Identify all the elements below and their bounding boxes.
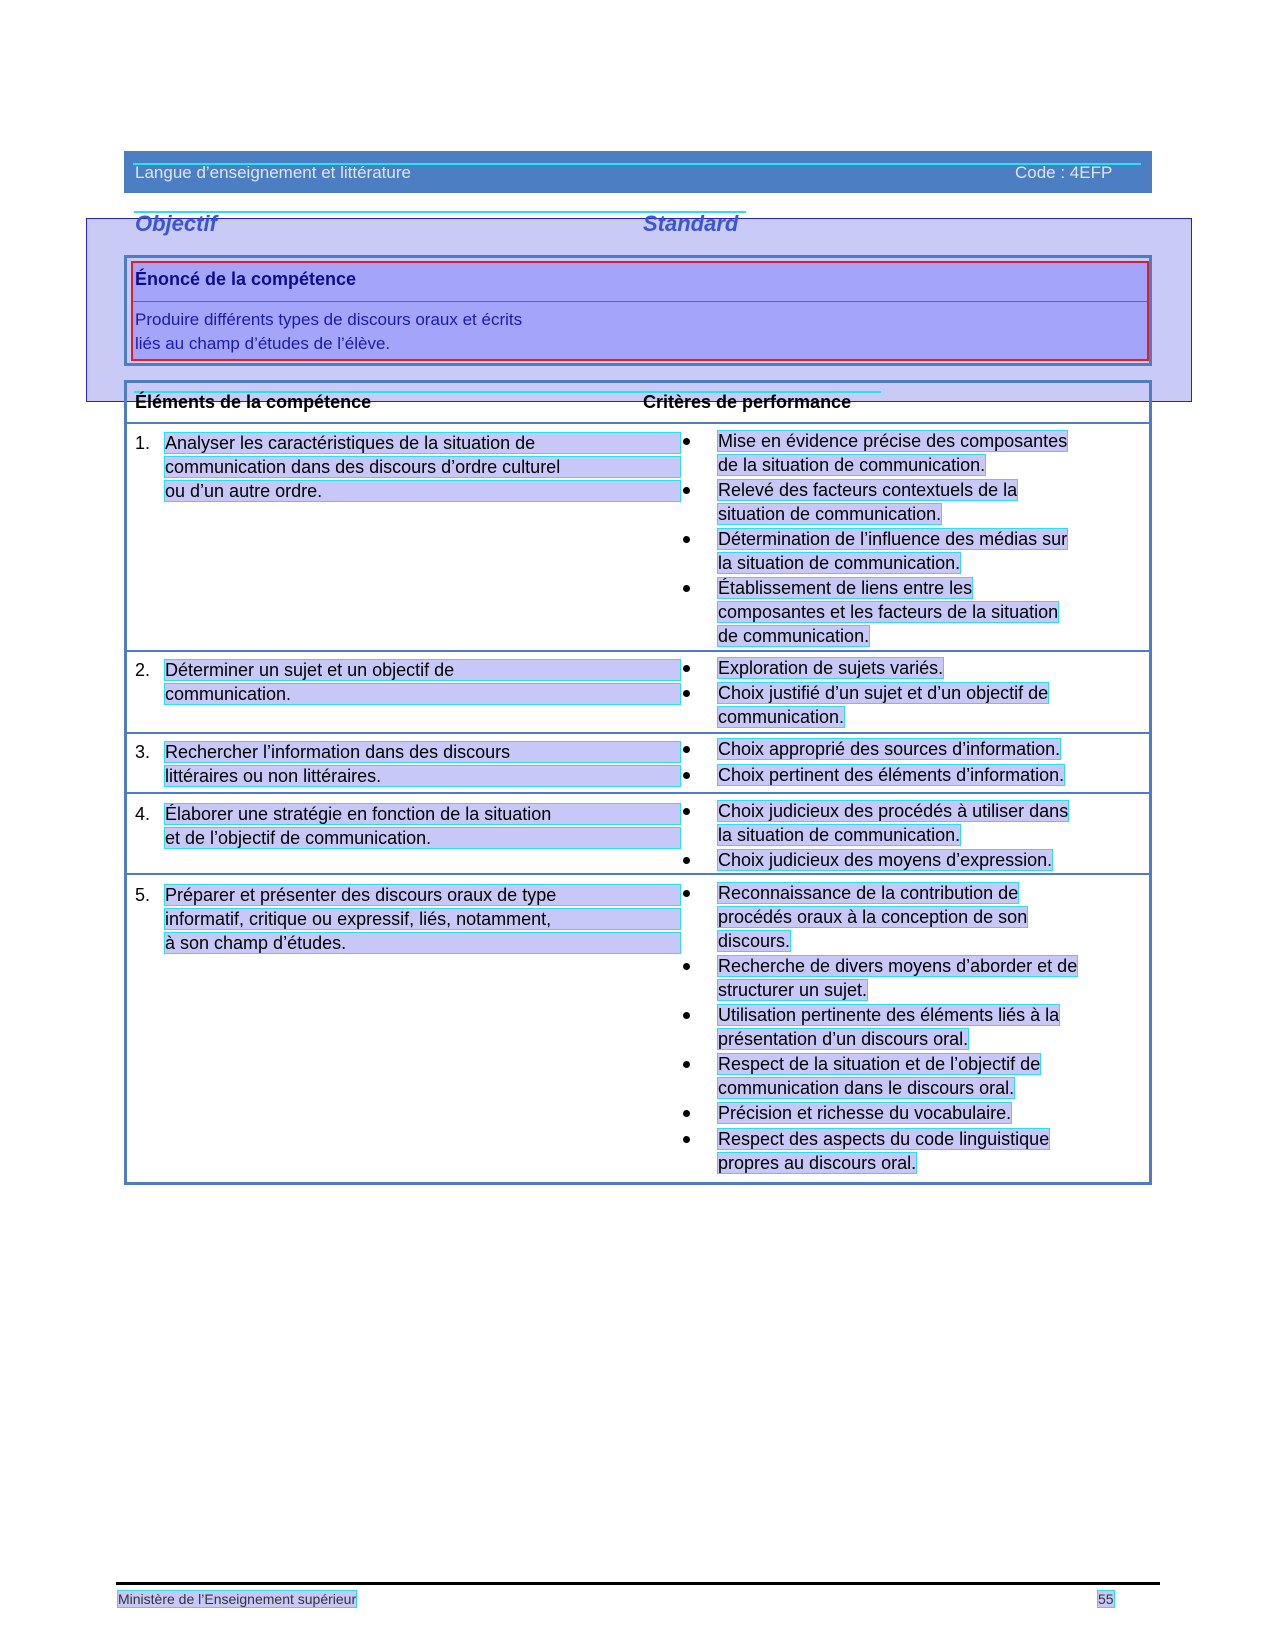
element-line: littéraires ou non littéraires. xyxy=(165,766,680,786)
criterion-line: Choix judicieux des moyens d’expression. xyxy=(718,850,1053,870)
criterion-line: Choix approprié des sources d’information. xyxy=(718,739,1061,759)
statement-line: Produire différents types de discours oraux et écrits xyxy=(135,310,523,329)
bullet-icon xyxy=(683,1012,690,1019)
criterion-line: la situation de communication. xyxy=(718,825,961,845)
element-line: à son champ d’études. xyxy=(165,933,680,953)
bullet-icon xyxy=(683,487,690,494)
bullet-icon xyxy=(683,1136,690,1143)
element-number: 1. xyxy=(135,433,151,453)
criterion-line: Utilisation pertinente des éléments liés à la xyxy=(718,1005,1060,1025)
bullet-icon xyxy=(683,746,690,753)
criterion-line: Choix justifié d’un sujet et d’un objectif de xyxy=(718,683,1049,703)
standard-label: Standard xyxy=(643,211,739,236)
criterion-line: Exploration de sujets variés. xyxy=(718,658,944,678)
element-line: communication dans des discours d’ordre culturel xyxy=(165,457,680,477)
criterion-line: la situation de communication. xyxy=(718,553,961,573)
element-line: Élaborer une stratégie en fonction de la situation xyxy=(165,804,680,824)
element-line: Analyser les caractéristiques de la situation de xyxy=(165,433,680,453)
criterion-line: Reconnaissance de la contribution de xyxy=(718,883,1019,903)
element-number: 4. xyxy=(135,804,151,824)
bullet-icon xyxy=(683,536,690,543)
criterion-line: de la situation de communication. xyxy=(718,455,986,475)
bullet-icon xyxy=(683,438,690,445)
element-line: Rechercher l’information dans des discours xyxy=(165,742,680,762)
element-line: et de l’objectif de communication. xyxy=(165,828,680,848)
criterion-line: composantes et les facteurs de la situation xyxy=(718,602,1059,622)
bullet-icon xyxy=(683,857,690,864)
table-rule xyxy=(126,650,1150,652)
criterion-line: Choix judicieux des procédés à utiliser dans xyxy=(718,801,1069,821)
criterion-line: Recherche de divers moyens d’aborder et de xyxy=(718,956,1078,976)
criterion-line: situation de communication. xyxy=(718,504,942,524)
criterion-line: discours. xyxy=(718,931,791,951)
elements-column-header: Éléments de la compétence xyxy=(135,392,372,412)
statement-heading: Énoncé de la compétence xyxy=(135,269,357,289)
bullet-icon xyxy=(683,585,690,592)
bullet-icon xyxy=(683,963,690,970)
criterion-line: structurer un sujet. xyxy=(718,980,868,1000)
criterion-line: présentation d’un discours oral. xyxy=(718,1029,969,1049)
course-code: Code : 4EFP xyxy=(1015,163,1113,182)
criterion-line: Choix pertinent des éléments d’information. xyxy=(718,765,1065,785)
criteria-column-header: Critères de performance xyxy=(643,392,852,412)
criterion-line: communication. xyxy=(718,707,845,727)
table-rule xyxy=(126,732,1150,734)
criterion-line: Mise en évidence précise des composantes xyxy=(718,431,1068,451)
criterion-line: communication dans le discours oral. xyxy=(718,1078,1015,1098)
footer-ministry: Ministère de l’Enseignement supérieur xyxy=(118,1591,357,1607)
statement-divider xyxy=(133,301,1147,302)
criterion-line: Respect de la situation et de l’objectif de xyxy=(718,1054,1041,1074)
criterion-line: Établissement de liens entre les xyxy=(718,578,973,598)
criterion-line: Détermination de l’influence des médias sur xyxy=(718,529,1068,549)
criterion-line: procédés oraux à la conception de son xyxy=(718,907,1028,927)
bullet-icon xyxy=(683,772,690,779)
bullet-icon xyxy=(683,890,690,897)
criterion-line: Respect des aspects du code linguistique xyxy=(718,1129,1050,1149)
criterion-line: de communication. xyxy=(718,626,870,646)
footer-page-number: 55 xyxy=(1098,1591,1114,1607)
element-number: 3. xyxy=(135,742,151,762)
element-line: Déterminer un sujet et un objectif de xyxy=(165,660,680,680)
objective-label: Objectif xyxy=(135,211,217,236)
element-line: Préparer et présenter des discours oraux de type xyxy=(165,885,680,905)
bullet-icon xyxy=(683,690,690,697)
element-number: 5. xyxy=(135,885,151,905)
element-line: informatif, critique ou expressif, liés, notamment, xyxy=(165,909,680,929)
course-title: Langue d’enseignement et littérature xyxy=(135,163,411,182)
element-line: communication. xyxy=(165,684,680,704)
bullet-icon xyxy=(683,665,690,672)
footer-rule xyxy=(116,1582,1160,1585)
criterion-line: propres au discours oral. xyxy=(718,1153,917,1173)
criterion-line: Précision et richesse du vocabulaire. xyxy=(718,1103,1012,1123)
element-line: ou d’un autre ordre. xyxy=(165,481,680,501)
bullet-icon xyxy=(683,1061,690,1068)
element-number: 2. xyxy=(135,660,151,680)
bullet-icon xyxy=(683,1110,690,1117)
table-rule xyxy=(126,873,1150,875)
statement-line: liés au champ d’études de l’élève. xyxy=(135,334,391,353)
bullet-icon xyxy=(683,808,690,815)
table-rule xyxy=(126,422,1150,424)
table-rule xyxy=(126,792,1150,794)
criterion-line: Relevé des facteurs contextuels de la xyxy=(718,480,1018,500)
